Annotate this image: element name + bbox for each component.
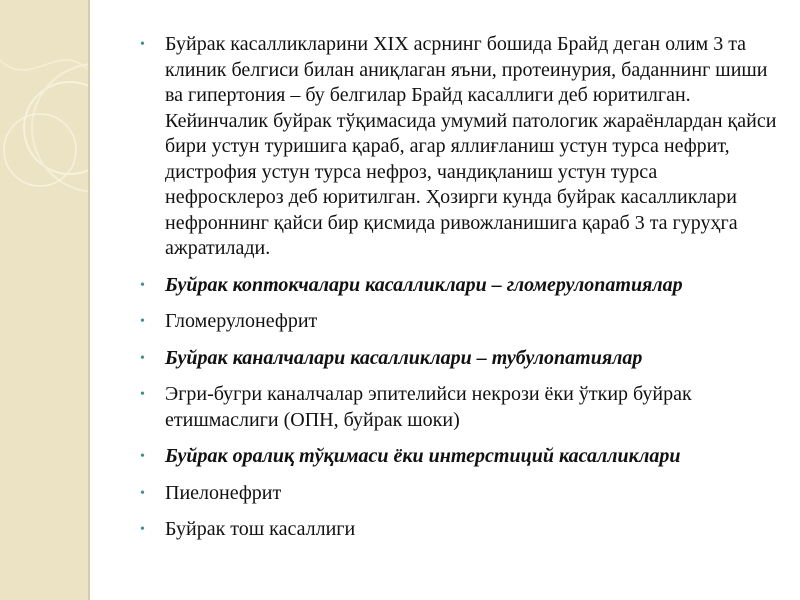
- bullet-text: Буйрак касалликларини XIX асрнинг бошида Брайд деган олим 3 та клиник белгиси билан аниқлаган яъни, протеинурия, баданнинг шиши ва гипертония – бу белгилар Брайд касаллиги деб юритилган. Кейинчалик буйрак тўқимасида умумий патологик жараёнлардан қайси бири устун туришига қараб, агар яллиғланиш устун турса нефрит, дистрофия устун турса нефроз, чандиқланиш устун турса нефросклероз деб юритилган. Ҳозирги кунда буйрак касалликлари нефроннинг қайси бир қисмида ривожланишига қараб 3 та гуруҳга ажратилади.: [165, 33, 777, 259]
- list-item: [140, 32, 780, 262]
- bullet-list: [140, 32, 780, 543]
- decorative-side-panel: [0, 0, 88, 600]
- bullet-icon: •: [140, 350, 145, 366]
- bullet-icon: •: [140, 485, 145, 501]
- bullet-text: Буйрак каналчалари касалликлари – тубулопатиялар: [165, 346, 643, 369]
- list-item: [140, 382, 780, 433]
- list-item: [140, 309, 780, 335]
- panel-divider: [88, 0, 90, 600]
- bullet-text: Эгри-бугри каналчалар эпителийси некрози ёки ўткир буйрак етишмаслиги (ОПН, буйрак шоки): [165, 383, 692, 431]
- slide-content: [140, 32, 780, 554]
- bullet-text: Гломерулонефрит: [165, 310, 318, 332]
- list-item: [140, 444, 780, 470]
- list-item: [140, 481, 780, 507]
- list-item: [140, 517, 780, 543]
- list-item: [140, 273, 780, 299]
- bullet-icon: •: [140, 449, 145, 464]
- decorative-swirl: [0, 0, 88, 600]
- bullet-text: Пиелонефрит: [165, 481, 282, 504]
- bullet-icon: •: [140, 37, 145, 52]
- bullet-text: Буйрак тош касаллиги: [165, 518, 356, 540]
- bullet-text: Буйрак оралиқ тўқимаси ёки интерстиций касалликлари: [165, 445, 681, 467]
- bullet-icon: •: [140, 387, 145, 402]
- bullet-icon: •: [140, 522, 145, 537]
- list-item: [140, 346, 780, 372]
- bullet-text: Буйрак коптокчалари касалликлари – гломерулопатиялар: [165, 273, 683, 296]
- bullet-icon: •: [140, 314, 145, 329]
- bullet-icon: •: [140, 277, 145, 293]
